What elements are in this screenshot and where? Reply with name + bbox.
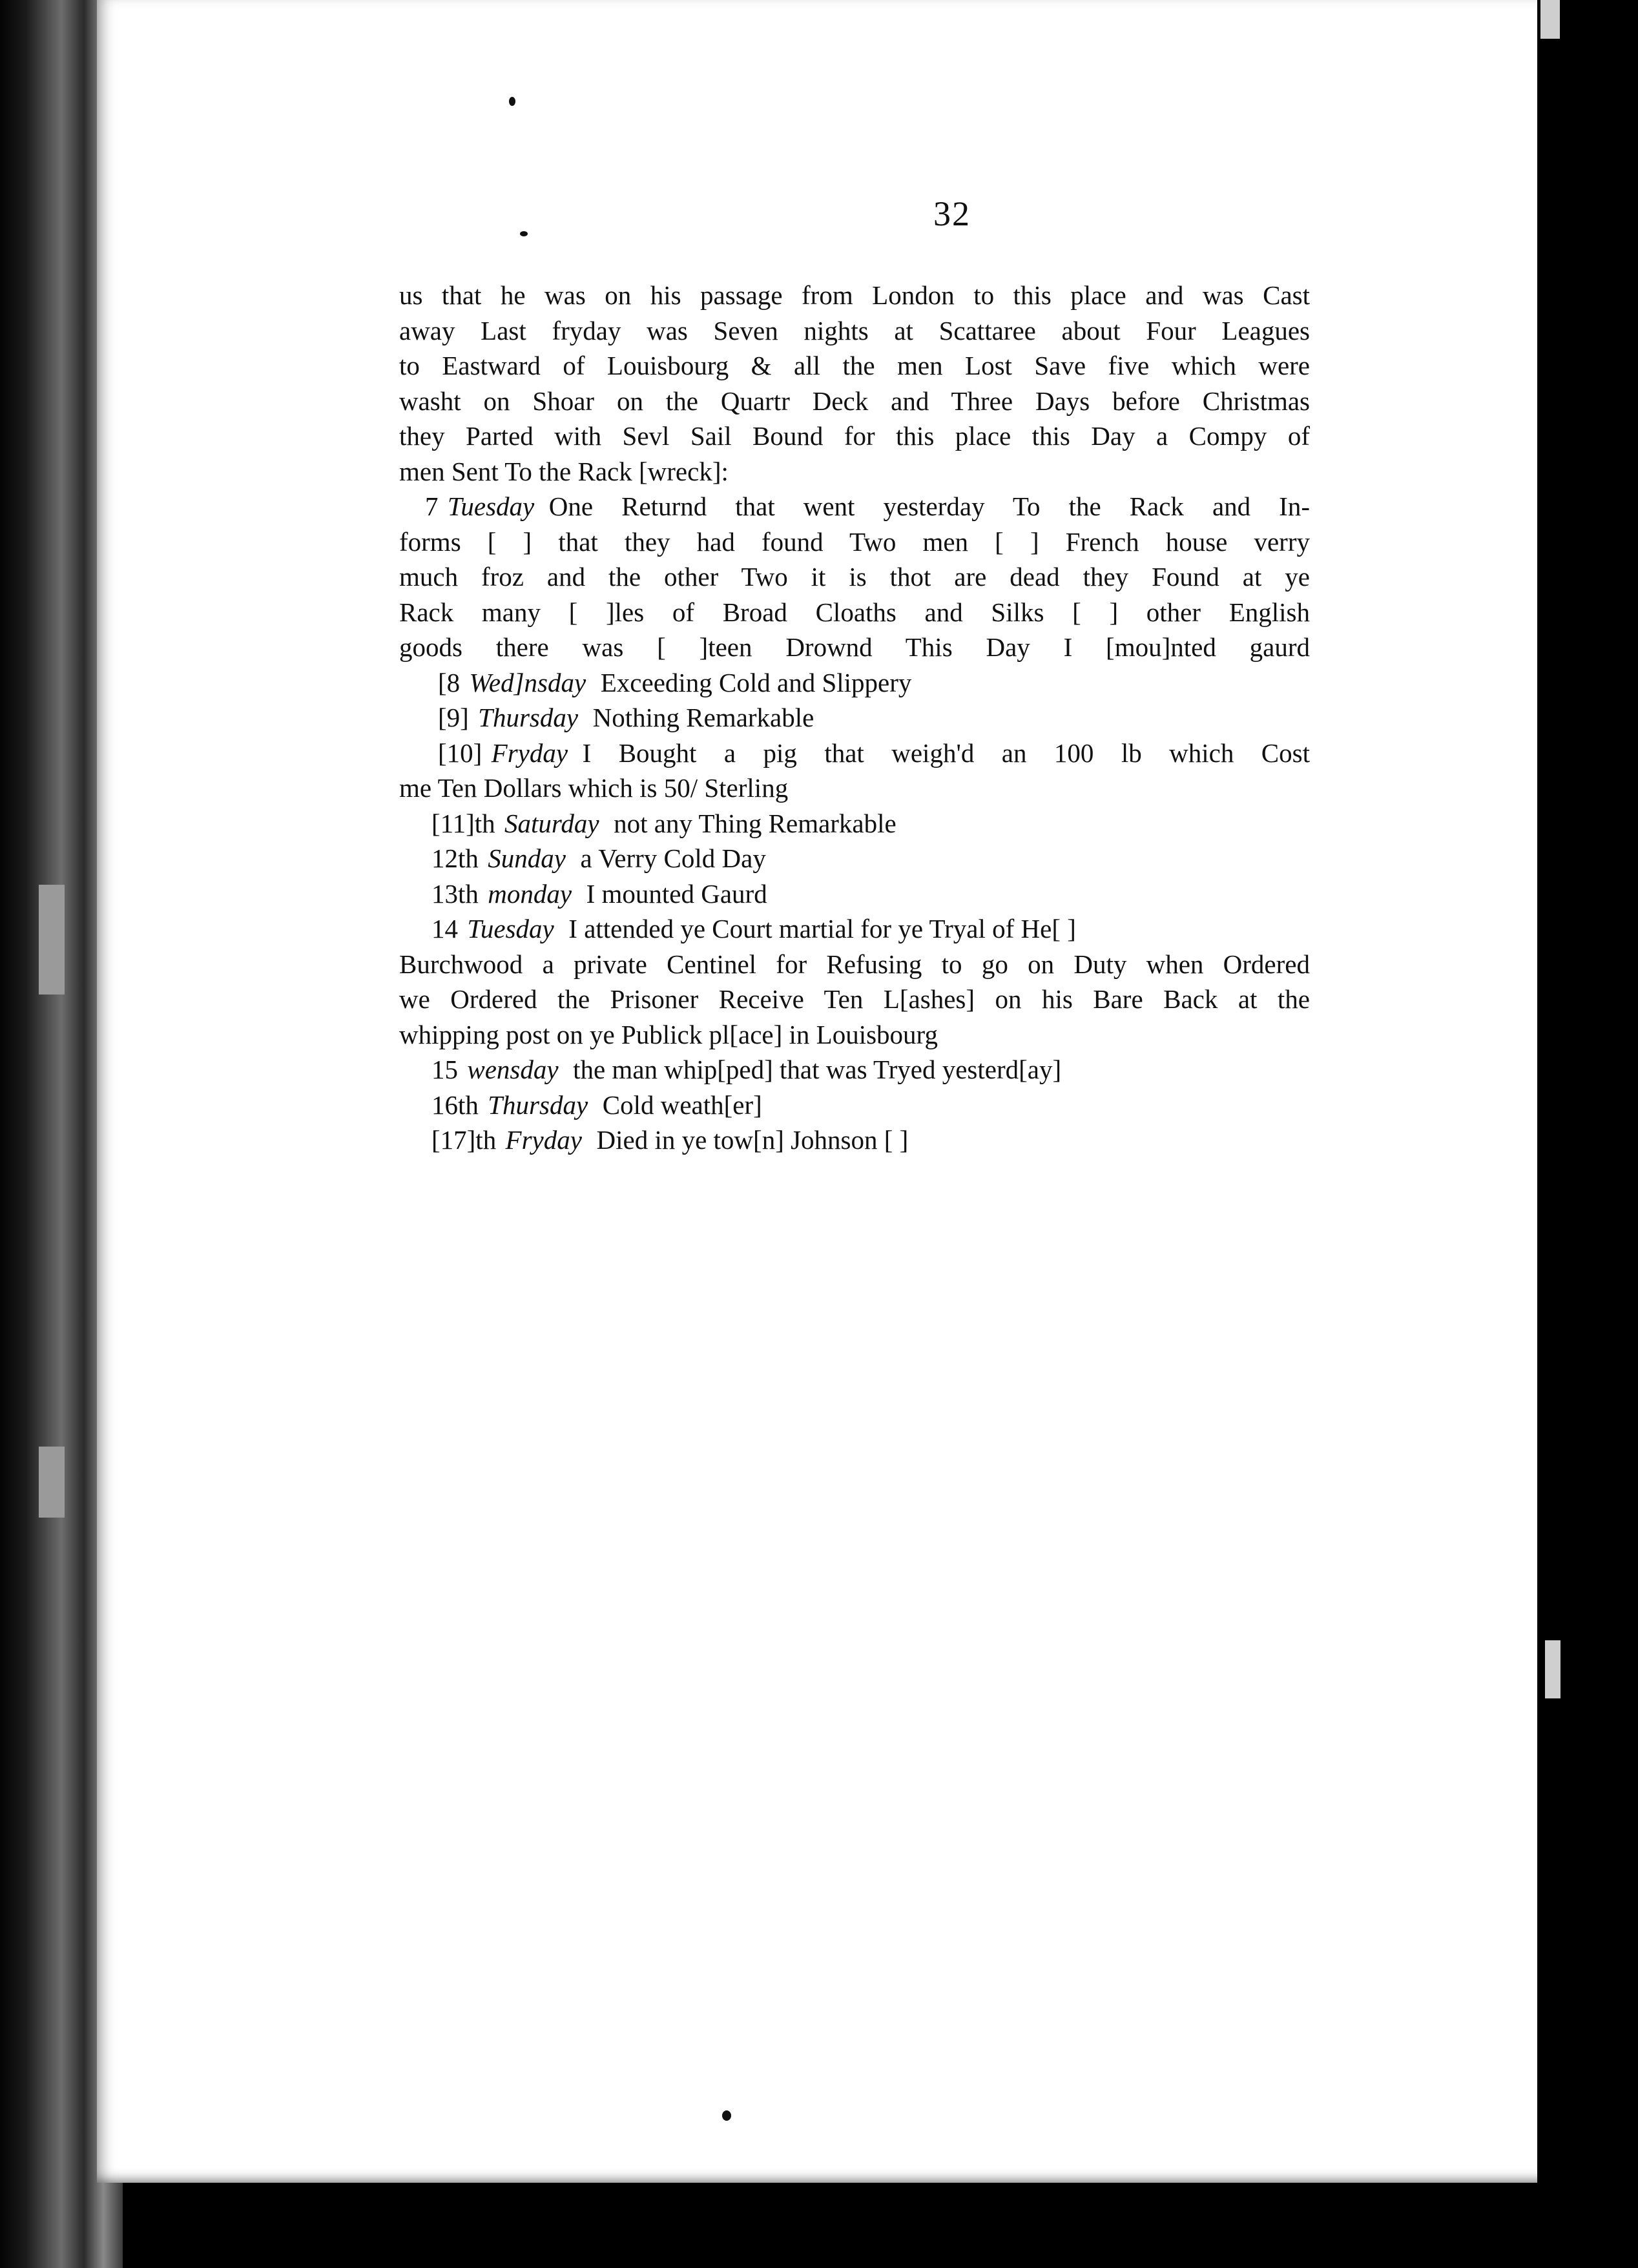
left-margin-tab	[39, 1447, 65, 1518]
journal-entry-line	[399, 665, 1310, 701]
ink-speck	[520, 231, 528, 236]
paragraph-line: they Parted with Sevl Sail Bound for this place this Day a Compy of	[399, 421, 1310, 451]
right-edge-highlight	[1540, 0, 1560, 39]
page-number: 32	[933, 194, 971, 233]
journal-entry-line	[399, 489, 1310, 524]
entry-weekday: Tuesday	[447, 491, 535, 521]
journal-entry-line	[399, 700, 1310, 736]
journal-entry-line	[399, 1088, 1310, 1123]
journal-text	[399, 278, 1310, 1158]
entry-date-number: [9]	[438, 703, 469, 732]
journal-entry-line: we Ordered the Prisoner Receive Ten L[ashes] on his Bare Back at the	[399, 984, 1310, 1014]
journal-entry-line: Burchwood a private Centinel for Refusing to go on Duty when Ordered	[399, 949, 1310, 979]
entry-weekday: Fryday	[505, 1125, 582, 1155]
entry-text: Nothing Remarkable	[592, 703, 814, 732]
entry-text: not any Thing Remarkable	[614, 808, 897, 838]
entry-weekday: monday	[488, 878, 572, 909]
journal-entry-line	[399, 806, 1310, 841]
journal-entry-line	[399, 1052, 1310, 1088]
paragraph-line: away Last fryday was Seven nights at Scattaree about Four Leagues	[399, 315, 1310, 345]
entry-text: the man whip[ped] that was Tryed yesterd[ay]	[573, 1055, 1062, 1084]
ink-speck	[509, 97, 515, 106]
entry-weekday: Thursday	[478, 703, 579, 732]
entry-text: Cold weath[er]	[602, 1089, 762, 1120]
journal-entry-line: whipping post on ye Publick pl[ace] in Louisbourg	[399, 1019, 938, 1049]
entry-weekday: Tuesday	[467, 914, 554, 943]
right-edge-highlight	[1545, 1640, 1560, 1698]
entry-weekday: Saturday	[504, 808, 599, 838]
paragraph-line: washt on Shoar on the Quartr Deck and Three Days before Christmas	[399, 386, 1310, 416]
entry-date-number: [10]	[438, 737, 482, 768]
entry-weekday: Fryday	[491, 737, 568, 768]
journal-entry-line: me Ten Dollars which is 50/ Sterling	[399, 773, 789, 803]
entry-date-number: 12th	[431, 843, 479, 873]
entry-weekday: Sunday	[488, 843, 566, 873]
journal-entry-line	[399, 1122, 1310, 1158]
journal-entry-line: Rack many [ ]les of Broad Cloaths and Silks [ ] other English	[399, 597, 1310, 627]
entry-date-number: [11]th	[431, 808, 495, 838]
entry-text: I mounted Gaurd	[586, 878, 767, 909]
paragraph-line: men Sent To the Rack [wreck]:	[399, 456, 729, 486]
journal-entry-line: goods there was [ ]teen Drownd This Day I [mou]nted gaurd	[399, 632, 1310, 662]
bottom-shadow-band	[123, 2183, 1544, 2268]
entry-date-number: 14	[431, 914, 458, 943]
journal-entry-line	[399, 911, 1310, 947]
entry-date-number: 15	[431, 1055, 458, 1084]
entry-date-number: [8	[438, 667, 461, 697]
entry-date-number: [17]th	[431, 1125, 497, 1155]
entry-text: Exceeding Cold and Slippery	[600, 667, 912, 697]
entry-weekday: wensday	[467, 1055, 559, 1084]
journal-entry-line	[399, 841, 1310, 876]
journal-entry-line: forms [ ] that they had found Two men [ ] French house verry	[399, 526, 1310, 557]
journal-entry-line	[399, 736, 1310, 771]
entry-date-number: 16th	[431, 1089, 479, 1120]
entry-text: Died in ye tow[n] Johnson [ ]	[596, 1125, 909, 1155]
paragraph-line: us that he was on his passage from London to this place and was Cast	[399, 280, 1310, 310]
paragraph-line: to Eastward of Louisbourg & all the men Lost Save five which were	[399, 351, 1310, 380]
right-page-edge	[1537, 0, 1638, 2268]
entry-weekday: Wed]nsday	[469, 667, 586, 697]
entry-weekday: Thursday	[488, 1089, 588, 1120]
entry-text: I attended ye Court martial for ye Tryal of He[ ]	[568, 914, 1076, 943]
entry-text: a Verry Cold Day	[580, 843, 766, 873]
entry-text: One Returnd that went yesterday To the Rack and In-	[548, 491, 1310, 521]
journal-entry-line: much froz and the other Two it is thot are dead they Found at ye	[399, 562, 1310, 592]
journal-entry-line	[399, 876, 1310, 912]
left-margin-tab	[39, 885, 65, 995]
ink-speck	[722, 2110, 731, 2121]
entry-date-number: 7	[425, 491, 439, 521]
entry-text: I Bought a pig that weigh'd an 100 lb which Cost	[582, 737, 1310, 768]
entry-date-number: 13th	[431, 878, 479, 909]
